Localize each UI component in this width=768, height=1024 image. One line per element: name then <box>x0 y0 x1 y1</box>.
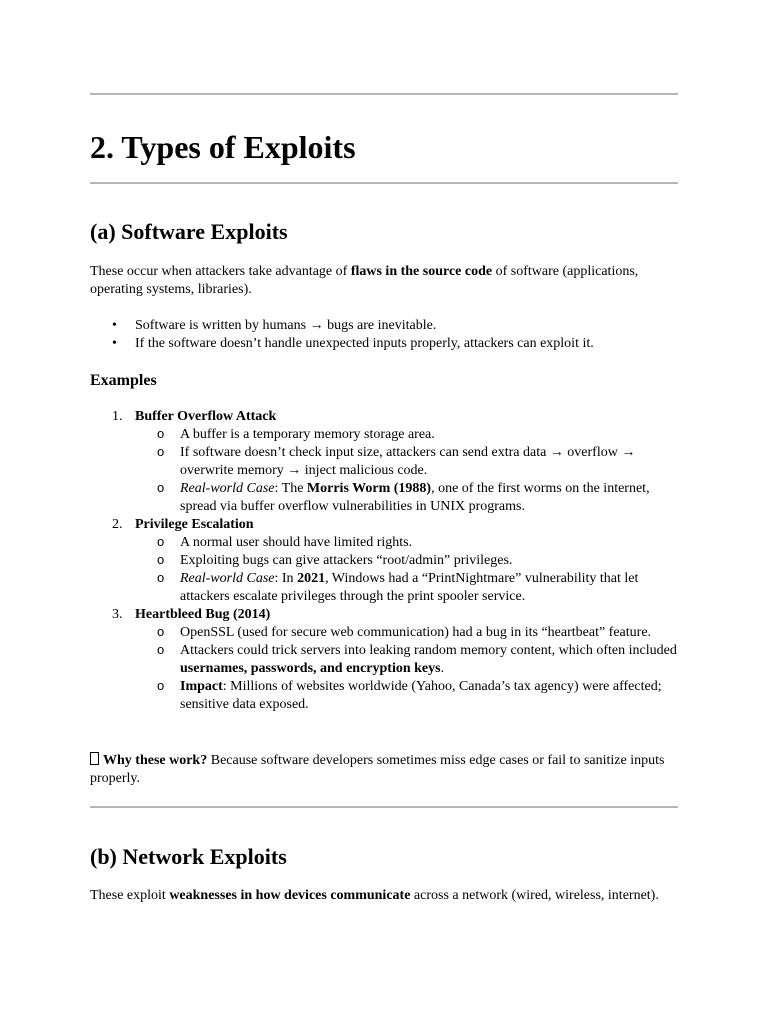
detail-item <box>90 552 678 570</box>
section-a-bullets <box>90 317 594 353</box>
divider-under-title <box>90 182 678 184</box>
bullet-marker: • <box>112 318 117 333</box>
detail-item <box>90 426 678 444</box>
detail-item <box>90 624 678 642</box>
example-number: 3. <box>112 607 123 622</box>
sub-bullet-marker: o <box>157 552 165 567</box>
detail-item <box>90 534 678 552</box>
example-details <box>135 426 678 516</box>
section-a-title: (a) Software Exploits <box>90 219 288 244</box>
examples-heading: Examples <box>90 372 157 389</box>
intro-text-post: of software (applications, operating systems, libraries). <box>90 264 639 297</box>
detail-text: If software doesn’t check input size, attackers can send extra data → overflow → overwrite memory → inject malicious code. <box>180 445 636 478</box>
intro-text-post: across a network (wired, wireless, internet). <box>410 888 659 903</box>
divider-section-b <box>90 806 678 808</box>
example-number: 1. <box>112 409 123 424</box>
section-a-intro <box>90 263 678 299</box>
section-b-title: (b) Network Exploits <box>90 844 287 869</box>
divider-top <box>90 93 678 95</box>
sub-bullet-marker: o <box>157 624 165 639</box>
sub-bullet-marker: o <box>157 480 165 495</box>
detail-text-pre: Attackers could trick servers into leaking random memory content, which often included <box>180 643 677 658</box>
sub-bullet-marker: o <box>157 642 165 657</box>
example-title: Heartbleed Bug (2014) <box>135 607 271 622</box>
detail-item <box>90 444 678 480</box>
intro-text-pre: These exploit <box>90 888 170 903</box>
bullet-text: If the software doesn’t handle unexpected inputs properly, attackers can exploit it. <box>135 336 594 351</box>
detail-italic: Real-world Case <box>180 571 275 586</box>
sub-bullet-marker: o <box>157 534 165 549</box>
detail-bold: Impact <box>180 679 223 694</box>
detail-text-post: : Millions of websites worldwide (Yahoo, Canada’s tax agency) were affected; sensitive data exposed. <box>180 679 662 712</box>
example-title: Buffer Overflow Attack <box>135 409 277 424</box>
example-privilege-escalation <box>90 516 678 606</box>
example-buffer-overflow <box>90 408 678 516</box>
detail-text-post: . <box>440 661 445 676</box>
detail-bold: Morris Worm (1988) <box>306 481 432 496</box>
missing-glyph-icon <box>90 752 99 765</box>
page-title: 2. Types of Exploits <box>90 129 356 165</box>
examples-list <box>90 408 678 714</box>
detail-item <box>90 642 678 678</box>
why-note <box>90 752 678 788</box>
detail-item <box>90 678 678 714</box>
detail-text-pre: : In <box>274 571 298 586</box>
detail-text: A normal user should have limited rights. <box>180 535 413 550</box>
example-number: 2. <box>112 517 123 532</box>
detail-text: OpenSSL (used for secure web communication) had a bug in its “heartbeat” feature. <box>180 625 652 640</box>
detail-item <box>90 480 678 516</box>
sub-bullet-marker: o <box>157 444 165 459</box>
detail-text-pre: : The <box>274 481 307 496</box>
detail-text-post: , one of the first worms on the internet, spread via buffer overflow vulnerabilities in UNIX programs. <box>180 481 650 514</box>
bullet-marker: • <box>112 336 117 351</box>
intro-text-bold: weaknesses in how devices communicate <box>169 888 411 903</box>
why-text: Because software developers sometimes miss edge cases or fail to sanitize inputs properly. <box>90 753 665 786</box>
example-heartbleed <box>90 606 678 714</box>
example-details <box>135 534 678 606</box>
why-bold: Why these work? <box>103 753 208 768</box>
detail-text: A buffer is a temporary memory storage area. <box>180 427 435 442</box>
detail-italic: Real-world Case <box>180 481 275 496</box>
bullet-item <box>90 317 594 335</box>
sub-bullet-marker: o <box>157 570 165 585</box>
detail-text: Exploiting bugs can give attackers “root/admin” privileges. <box>180 553 513 568</box>
bullet-item <box>90 335 594 353</box>
example-title: Privilege Escalation <box>135 517 254 532</box>
detail-text-post: , Windows had a “PrintNightmare” vulnerability that let attackers escalate privileges through the print spooler service. <box>180 571 639 604</box>
intro-text-pre: These occur when attackers take advantage of <box>90 264 351 279</box>
detail-bold: usernames, passwords, and encryption keys <box>180 661 441 676</box>
example-details <box>135 624 678 714</box>
detail-item <box>90 570 678 606</box>
intro-text-bold: flaws in the source code <box>350 264 493 279</box>
sub-bullet-marker: o <box>157 678 165 693</box>
detail-bold: 2021 <box>297 571 326 586</box>
sub-bullet-marker: o <box>157 426 165 441</box>
bullet-text: Software is written by humans → bugs are inevitable. <box>135 318 437 333</box>
section-b-intro <box>90 887 678 905</box>
